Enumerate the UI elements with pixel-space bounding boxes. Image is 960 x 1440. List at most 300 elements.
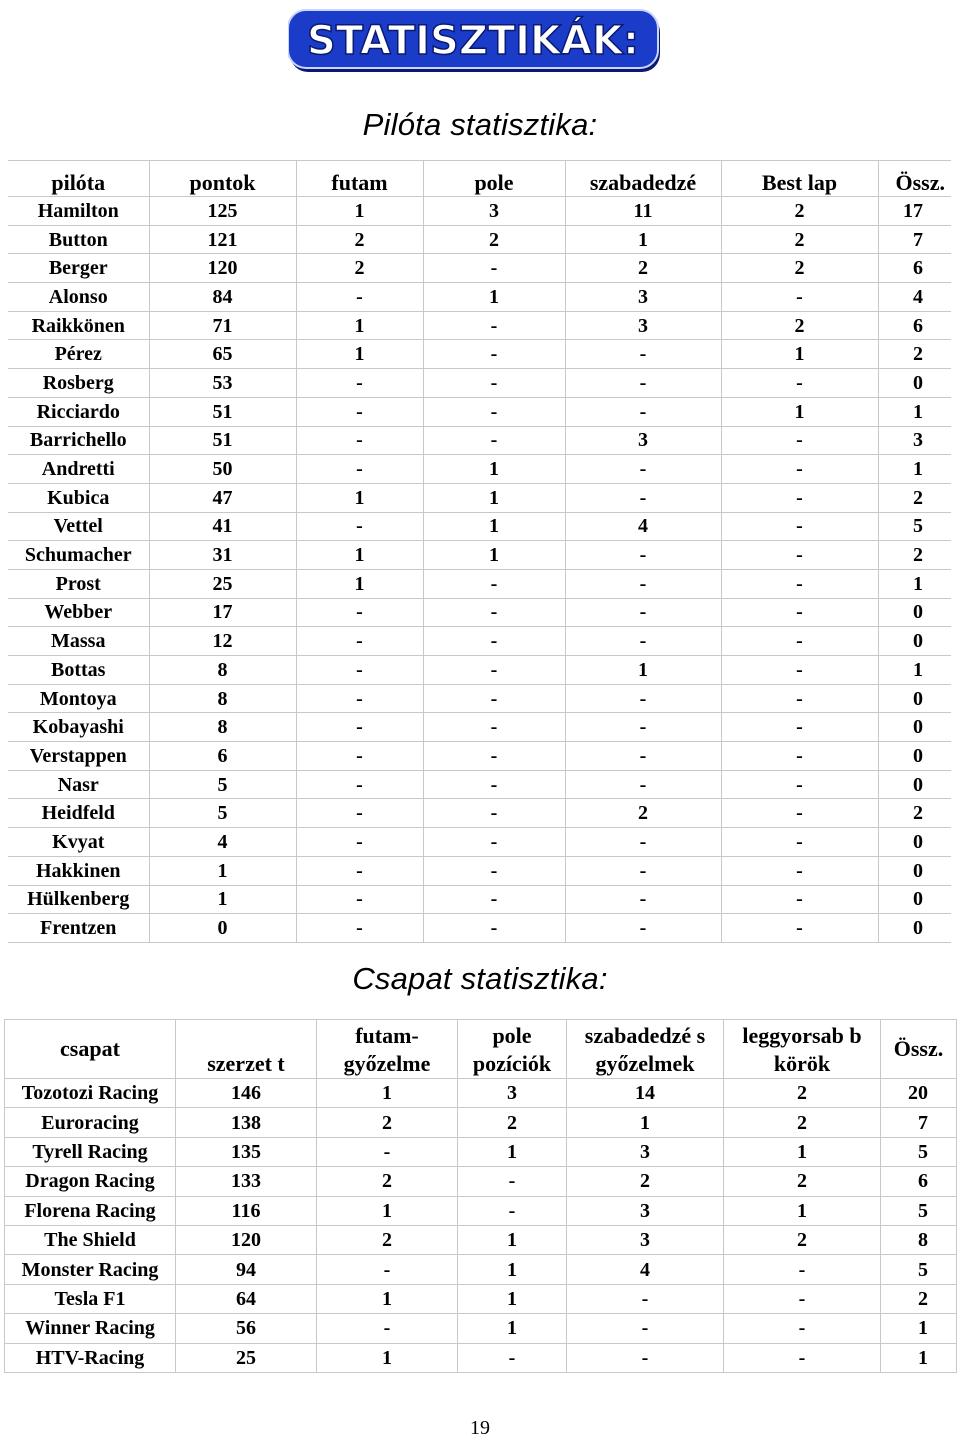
value-cell: 14 bbox=[567, 1079, 724, 1108]
value-cell: 116 bbox=[176, 1196, 317, 1225]
team-row bbox=[5, 1343, 957, 1372]
value-cell: 120 bbox=[176, 1225, 317, 1254]
value-cell: 3 bbox=[565, 283, 721, 312]
value-cell: 5 bbox=[881, 1255, 957, 1284]
value-cell: - bbox=[296, 856, 423, 885]
value-cell: 1 bbox=[296, 340, 423, 369]
value-cell: - bbox=[296, 684, 423, 713]
value-cell: - bbox=[567, 1343, 724, 1372]
pilot-statistics-title: Pilóta statisztika: bbox=[362, 107, 598, 142]
pilot-row bbox=[8, 598, 951, 627]
team-table-body bbox=[5, 1079, 957, 1373]
team-row bbox=[5, 1137, 957, 1166]
team-row bbox=[5, 1108, 957, 1137]
value-cell: 138 bbox=[176, 1108, 317, 1137]
value-cell: 3 bbox=[458, 1079, 567, 1108]
value-cell: 25 bbox=[149, 569, 296, 598]
value-cell: - bbox=[721, 656, 878, 685]
value-cell: - bbox=[721, 856, 878, 885]
row-name-cell: Hamilton bbox=[8, 197, 149, 226]
value-cell: - bbox=[423, 914, 565, 943]
value-cell: - bbox=[423, 569, 565, 598]
value-cell: - bbox=[296, 598, 423, 627]
value-cell: 1 bbox=[721, 340, 878, 369]
value-cell: 20 bbox=[881, 1079, 957, 1108]
value-cell: - bbox=[296, 828, 423, 857]
row-name-cell: Dragon Racing bbox=[5, 1167, 176, 1196]
value-cell: - bbox=[721, 598, 878, 627]
team-row bbox=[5, 1196, 957, 1225]
value-cell: 64 bbox=[176, 1284, 317, 1313]
value-cell: 2 bbox=[878, 799, 951, 828]
value-cell: - bbox=[721, 799, 878, 828]
row-name-cell: Pérez bbox=[8, 340, 149, 369]
value-cell: 6 bbox=[149, 742, 296, 771]
row-name-cell: The Shield bbox=[5, 1225, 176, 1254]
value-cell: 3 bbox=[423, 197, 565, 226]
pilot-row bbox=[8, 483, 951, 512]
value-cell: 1 bbox=[458, 1284, 567, 1313]
team-row bbox=[5, 1255, 957, 1284]
row-name-cell: Heidfeld bbox=[8, 799, 149, 828]
value-cell: 0 bbox=[878, 856, 951, 885]
row-name-cell: Winner Racing bbox=[5, 1314, 176, 1343]
value-cell: 3 bbox=[567, 1196, 724, 1225]
row-name-cell: Kobayashi bbox=[8, 713, 149, 742]
value-cell: 4 bbox=[149, 828, 296, 857]
row-name-cell: Hülkenberg bbox=[8, 885, 149, 914]
value-cell: - bbox=[565, 828, 721, 857]
value-cell: 50 bbox=[149, 455, 296, 484]
row-name-cell: Ricciardo bbox=[8, 397, 149, 426]
value-cell: 53 bbox=[149, 369, 296, 398]
value-cell: 1 bbox=[296, 541, 423, 570]
col-header-pole-poziciok: pole pozíciók bbox=[458, 1020, 567, 1079]
row-name-cell: Massa bbox=[8, 627, 149, 656]
value-cell: 2 bbox=[724, 1225, 881, 1254]
value-cell: 0 bbox=[878, 627, 951, 656]
value-cell: - bbox=[296, 512, 423, 541]
value-cell: 5 bbox=[881, 1196, 957, 1225]
pilot-row bbox=[8, 254, 951, 283]
col-header-szerzett: szerzet t bbox=[176, 1020, 317, 1079]
value-cell: - bbox=[565, 541, 721, 570]
pilot-row bbox=[8, 742, 951, 771]
value-cell: - bbox=[721, 541, 878, 570]
pilot-row bbox=[8, 225, 951, 254]
value-cell: 1 bbox=[317, 1343, 458, 1372]
value-cell: 17 bbox=[149, 598, 296, 627]
row-name-cell: Schumacher bbox=[8, 541, 149, 570]
value-cell: - bbox=[423, 426, 565, 455]
value-cell: 2 bbox=[296, 254, 423, 283]
value-cell: 1 bbox=[317, 1196, 458, 1225]
col-header-pontok: pontok bbox=[149, 161, 296, 197]
value-cell: 84 bbox=[149, 283, 296, 312]
value-cell: 1 bbox=[423, 483, 565, 512]
value-cell: - bbox=[296, 369, 423, 398]
logo-text: STATISZTIKÁK: bbox=[307, 18, 639, 64]
logo-graphic bbox=[288, 4, 662, 74]
value-cell: 1 bbox=[423, 512, 565, 541]
value-cell: - bbox=[565, 713, 721, 742]
value-cell: - bbox=[724, 1343, 881, 1372]
value-cell: - bbox=[565, 340, 721, 369]
team-statistics-table bbox=[4, 1019, 957, 1373]
value-cell: - bbox=[423, 598, 565, 627]
value-cell: 11 bbox=[565, 197, 721, 226]
col-header-ossz: Össz. bbox=[878, 161, 951, 197]
value-cell: 2 bbox=[317, 1167, 458, 1196]
value-cell: - bbox=[296, 885, 423, 914]
value-cell: - bbox=[423, 311, 565, 340]
value-cell: - bbox=[724, 1314, 881, 1343]
value-cell: 1 bbox=[149, 856, 296, 885]
row-name-cell: Button bbox=[8, 225, 149, 254]
value-cell: - bbox=[296, 656, 423, 685]
col-header-ossz: Össz. bbox=[881, 1020, 957, 1079]
value-cell: - bbox=[296, 455, 423, 484]
value-cell: - bbox=[721, 627, 878, 656]
value-cell: 2 bbox=[296, 225, 423, 254]
value-cell: - bbox=[423, 656, 565, 685]
value-cell: - bbox=[423, 742, 565, 771]
value-cell: 2 bbox=[724, 1167, 881, 1196]
value-cell: 25 bbox=[176, 1343, 317, 1372]
pilot-row bbox=[8, 455, 951, 484]
pilot-row bbox=[8, 828, 951, 857]
col-header-pilota: pilóta bbox=[8, 161, 149, 197]
value-cell: 1 bbox=[296, 197, 423, 226]
value-cell: - bbox=[296, 426, 423, 455]
value-cell: 3 bbox=[565, 426, 721, 455]
value-cell: - bbox=[721, 369, 878, 398]
value-cell: 1 bbox=[423, 283, 565, 312]
value-cell: 2 bbox=[565, 799, 721, 828]
value-cell: 5 bbox=[881, 1137, 957, 1166]
value-cell: - bbox=[296, 283, 423, 312]
pilot-statistics-table bbox=[8, 160, 951, 943]
value-cell: 0 bbox=[878, 684, 951, 713]
value-cell: 1 bbox=[423, 541, 565, 570]
value-cell: 1 bbox=[149, 885, 296, 914]
value-cell: 1 bbox=[881, 1314, 957, 1343]
team-row bbox=[5, 1167, 957, 1196]
value-cell: - bbox=[423, 340, 565, 369]
row-name-cell: Vettel bbox=[8, 512, 149, 541]
value-cell: - bbox=[567, 1314, 724, 1343]
value-cell: 1 bbox=[878, 656, 951, 685]
value-cell: - bbox=[296, 742, 423, 771]
value-cell: 0 bbox=[878, 885, 951, 914]
value-cell: 121 bbox=[149, 225, 296, 254]
pilot-row bbox=[8, 856, 951, 885]
row-name-cell: Prost bbox=[8, 569, 149, 598]
row-name-cell: Montoya bbox=[8, 684, 149, 713]
value-cell: 1 bbox=[724, 1196, 881, 1225]
value-cell: - bbox=[565, 569, 721, 598]
value-cell: 2 bbox=[423, 225, 565, 254]
value-cell: 1 bbox=[458, 1225, 567, 1254]
pilot-row bbox=[8, 340, 951, 369]
value-cell: - bbox=[565, 684, 721, 713]
value-cell: - bbox=[565, 397, 721, 426]
value-cell: 0 bbox=[878, 369, 951, 398]
value-cell: - bbox=[423, 799, 565, 828]
value-cell: 2 bbox=[565, 254, 721, 283]
value-cell: 0 bbox=[878, 828, 951, 857]
row-name-cell: Berger bbox=[8, 254, 149, 283]
value-cell: 8 bbox=[149, 684, 296, 713]
value-cell: 1 bbox=[317, 1284, 458, 1313]
value-cell: 133 bbox=[176, 1167, 317, 1196]
value-cell: 5 bbox=[149, 770, 296, 799]
value-cell: - bbox=[721, 569, 878, 598]
value-cell: - bbox=[296, 713, 423, 742]
value-cell: 5 bbox=[878, 512, 951, 541]
value-cell: 7 bbox=[878, 225, 951, 254]
value-cell: 2 bbox=[878, 541, 951, 570]
value-cell: 4 bbox=[878, 283, 951, 312]
value-cell: - bbox=[721, 828, 878, 857]
value-cell: 2 bbox=[317, 1108, 458, 1137]
value-cell: 1 bbox=[296, 311, 423, 340]
value-cell: - bbox=[721, 914, 878, 943]
pilot-row bbox=[8, 541, 951, 570]
value-cell: 7 bbox=[881, 1108, 957, 1137]
value-cell: 1 bbox=[567, 1108, 724, 1137]
pilot-row bbox=[8, 770, 951, 799]
value-cell: - bbox=[565, 483, 721, 512]
value-cell: - bbox=[458, 1196, 567, 1225]
value-cell: 2 bbox=[317, 1225, 458, 1254]
value-cell: 1 bbox=[317, 1079, 458, 1108]
value-cell: 2 bbox=[724, 1108, 881, 1137]
pilot-row bbox=[8, 713, 951, 742]
value-cell: 0 bbox=[878, 914, 951, 943]
value-cell: 2 bbox=[721, 197, 878, 226]
value-cell: 2 bbox=[721, 254, 878, 283]
value-cell: 71 bbox=[149, 311, 296, 340]
col-header-best-lap: Best lap bbox=[721, 161, 878, 197]
pilot-row bbox=[8, 426, 951, 455]
pilot-row bbox=[8, 914, 951, 943]
team-row bbox=[5, 1284, 957, 1313]
row-name-cell: Hakkinen bbox=[8, 856, 149, 885]
value-cell: - bbox=[721, 684, 878, 713]
value-cell: 3 bbox=[567, 1137, 724, 1166]
value-cell: - bbox=[423, 770, 565, 799]
value-cell: 2 bbox=[724, 1079, 881, 1108]
row-name-cell: Bottas bbox=[8, 656, 149, 685]
value-cell: 51 bbox=[149, 426, 296, 455]
value-cell: - bbox=[721, 512, 878, 541]
value-cell: 0 bbox=[149, 914, 296, 943]
pilot-row bbox=[8, 283, 951, 312]
row-name-cell: Alonso bbox=[8, 283, 149, 312]
value-cell: 6 bbox=[878, 254, 951, 283]
pilot-row bbox=[8, 369, 951, 398]
pilot-row bbox=[8, 627, 951, 656]
value-cell: - bbox=[565, 598, 721, 627]
value-cell: 41 bbox=[149, 512, 296, 541]
statisztikak-logo bbox=[288, 4, 662, 74]
value-cell: - bbox=[423, 254, 565, 283]
value-cell: - bbox=[458, 1167, 567, 1196]
value-cell: - bbox=[565, 627, 721, 656]
value-cell: 1 bbox=[878, 569, 951, 598]
value-cell: 0 bbox=[878, 598, 951, 627]
value-cell: 1 bbox=[878, 397, 951, 426]
value-cell: - bbox=[565, 856, 721, 885]
value-cell: 2 bbox=[567, 1167, 724, 1196]
value-cell: 146 bbox=[176, 1079, 317, 1108]
value-cell: 0 bbox=[878, 742, 951, 771]
value-cell: - bbox=[721, 713, 878, 742]
value-cell: - bbox=[423, 885, 565, 914]
row-name-cell: Florena Racing bbox=[5, 1196, 176, 1225]
pilot-header-row bbox=[8, 161, 951, 197]
value-cell: 31 bbox=[149, 541, 296, 570]
col-header-futam: futam bbox=[296, 161, 423, 197]
value-cell: - bbox=[296, 914, 423, 943]
value-cell: 8 bbox=[149, 656, 296, 685]
value-cell: - bbox=[423, 828, 565, 857]
pilot-row bbox=[8, 799, 951, 828]
row-name-cell: Kvyat bbox=[8, 828, 149, 857]
value-cell: 1 bbox=[296, 569, 423, 598]
pilot-row bbox=[8, 656, 951, 685]
row-name-cell: Tesla F1 bbox=[5, 1284, 176, 1313]
row-name-cell: Webber bbox=[8, 598, 149, 627]
value-cell: - bbox=[721, 455, 878, 484]
value-cell: 0 bbox=[878, 713, 951, 742]
row-name-cell: Verstappen bbox=[8, 742, 149, 771]
value-cell: 125 bbox=[149, 197, 296, 226]
row-name-cell: Raikkönen bbox=[8, 311, 149, 340]
row-name-cell: Frentzen bbox=[8, 914, 149, 943]
value-cell: 6 bbox=[878, 311, 951, 340]
value-cell: 3 bbox=[567, 1225, 724, 1254]
value-cell: - bbox=[296, 770, 423, 799]
pilot-table-body bbox=[8, 197, 951, 943]
row-name-cell: Tyrell Racing bbox=[5, 1137, 176, 1166]
value-cell: 1 bbox=[878, 455, 951, 484]
value-cell: - bbox=[721, 770, 878, 799]
value-cell: 2 bbox=[878, 483, 951, 512]
col-header-szabadedzes-gyozelmek: szabadedzé s győzelmek bbox=[567, 1020, 724, 1079]
team-row bbox=[5, 1079, 957, 1108]
col-header-szabadedze: szabadedzé bbox=[565, 161, 721, 197]
pilot-row bbox=[8, 311, 951, 340]
value-cell: 3 bbox=[878, 426, 951, 455]
page-number: 19 bbox=[470, 1417, 490, 1439]
pilot-row bbox=[8, 885, 951, 914]
row-name-cell: Euroracing bbox=[5, 1108, 176, 1137]
pilot-row bbox=[8, 197, 951, 226]
value-cell: - bbox=[423, 397, 565, 426]
value-cell: - bbox=[724, 1284, 881, 1313]
row-name-cell: HTV-Racing bbox=[5, 1343, 176, 1372]
value-cell: - bbox=[721, 885, 878, 914]
value-cell: - bbox=[317, 1255, 458, 1284]
col-header-pole: pole bbox=[423, 161, 565, 197]
row-name-cell: Nasr bbox=[8, 770, 149, 799]
value-cell: - bbox=[317, 1137, 458, 1166]
pilot-row bbox=[8, 397, 951, 426]
value-cell: 17 bbox=[878, 197, 951, 226]
value-cell: 1 bbox=[458, 1255, 567, 1284]
pilot-row bbox=[8, 684, 951, 713]
value-cell: - bbox=[721, 283, 878, 312]
row-name-cell: Rosberg bbox=[8, 369, 149, 398]
value-cell: 65 bbox=[149, 340, 296, 369]
col-header-leggyorsabb-korok: leggyorsab b körök bbox=[724, 1020, 881, 1079]
team-row bbox=[5, 1225, 957, 1254]
value-cell: 12 bbox=[149, 627, 296, 656]
value-cell: - bbox=[721, 483, 878, 512]
team-header-row bbox=[5, 1020, 957, 1079]
value-cell: 1 bbox=[423, 455, 565, 484]
pilot-row bbox=[8, 512, 951, 541]
team-statistics-title: Csapat statisztika: bbox=[352, 961, 608, 996]
value-cell: - bbox=[296, 799, 423, 828]
value-cell: - bbox=[423, 627, 565, 656]
value-cell: - bbox=[423, 856, 565, 885]
value-cell: - bbox=[565, 742, 721, 771]
value-cell: - bbox=[423, 713, 565, 742]
row-name-cell: Tozotozi Racing bbox=[5, 1079, 176, 1108]
value-cell: 4 bbox=[567, 1255, 724, 1284]
value-cell: 120 bbox=[149, 254, 296, 283]
value-cell: - bbox=[565, 770, 721, 799]
value-cell: 2 bbox=[721, 311, 878, 340]
value-cell: - bbox=[724, 1255, 881, 1284]
value-cell: - bbox=[317, 1314, 458, 1343]
value-cell: 8 bbox=[149, 713, 296, 742]
value-cell: 47 bbox=[149, 483, 296, 512]
value-cell: 1 bbox=[565, 656, 721, 685]
row-name-cell: Andretti bbox=[8, 455, 149, 484]
value-cell: - bbox=[296, 397, 423, 426]
team-row bbox=[5, 1314, 957, 1343]
value-cell: - bbox=[423, 369, 565, 398]
value-cell: 1 bbox=[724, 1137, 881, 1166]
value-cell: - bbox=[565, 885, 721, 914]
value-cell: 56 bbox=[176, 1314, 317, 1343]
value-cell: 1 bbox=[458, 1314, 567, 1343]
value-cell: 1 bbox=[565, 225, 721, 254]
row-name-cell: Kubica bbox=[8, 483, 149, 512]
value-cell: 1 bbox=[721, 397, 878, 426]
value-cell: 6 bbox=[881, 1167, 957, 1196]
value-cell: - bbox=[458, 1343, 567, 1372]
value-cell: 2 bbox=[458, 1108, 567, 1137]
row-name-cell: Monster Racing bbox=[5, 1255, 176, 1284]
value-cell: 94 bbox=[176, 1255, 317, 1284]
value-cell: 135 bbox=[176, 1137, 317, 1166]
value-cell: - bbox=[296, 627, 423, 656]
value-cell: - bbox=[567, 1284, 724, 1313]
value-cell: 3 bbox=[565, 311, 721, 340]
value-cell: - bbox=[565, 455, 721, 484]
value-cell: 1 bbox=[296, 483, 423, 512]
value-cell: 1 bbox=[881, 1343, 957, 1372]
value-cell: - bbox=[565, 369, 721, 398]
value-cell: 2 bbox=[878, 340, 951, 369]
value-cell: 5 bbox=[149, 799, 296, 828]
pilot-row bbox=[8, 569, 951, 598]
